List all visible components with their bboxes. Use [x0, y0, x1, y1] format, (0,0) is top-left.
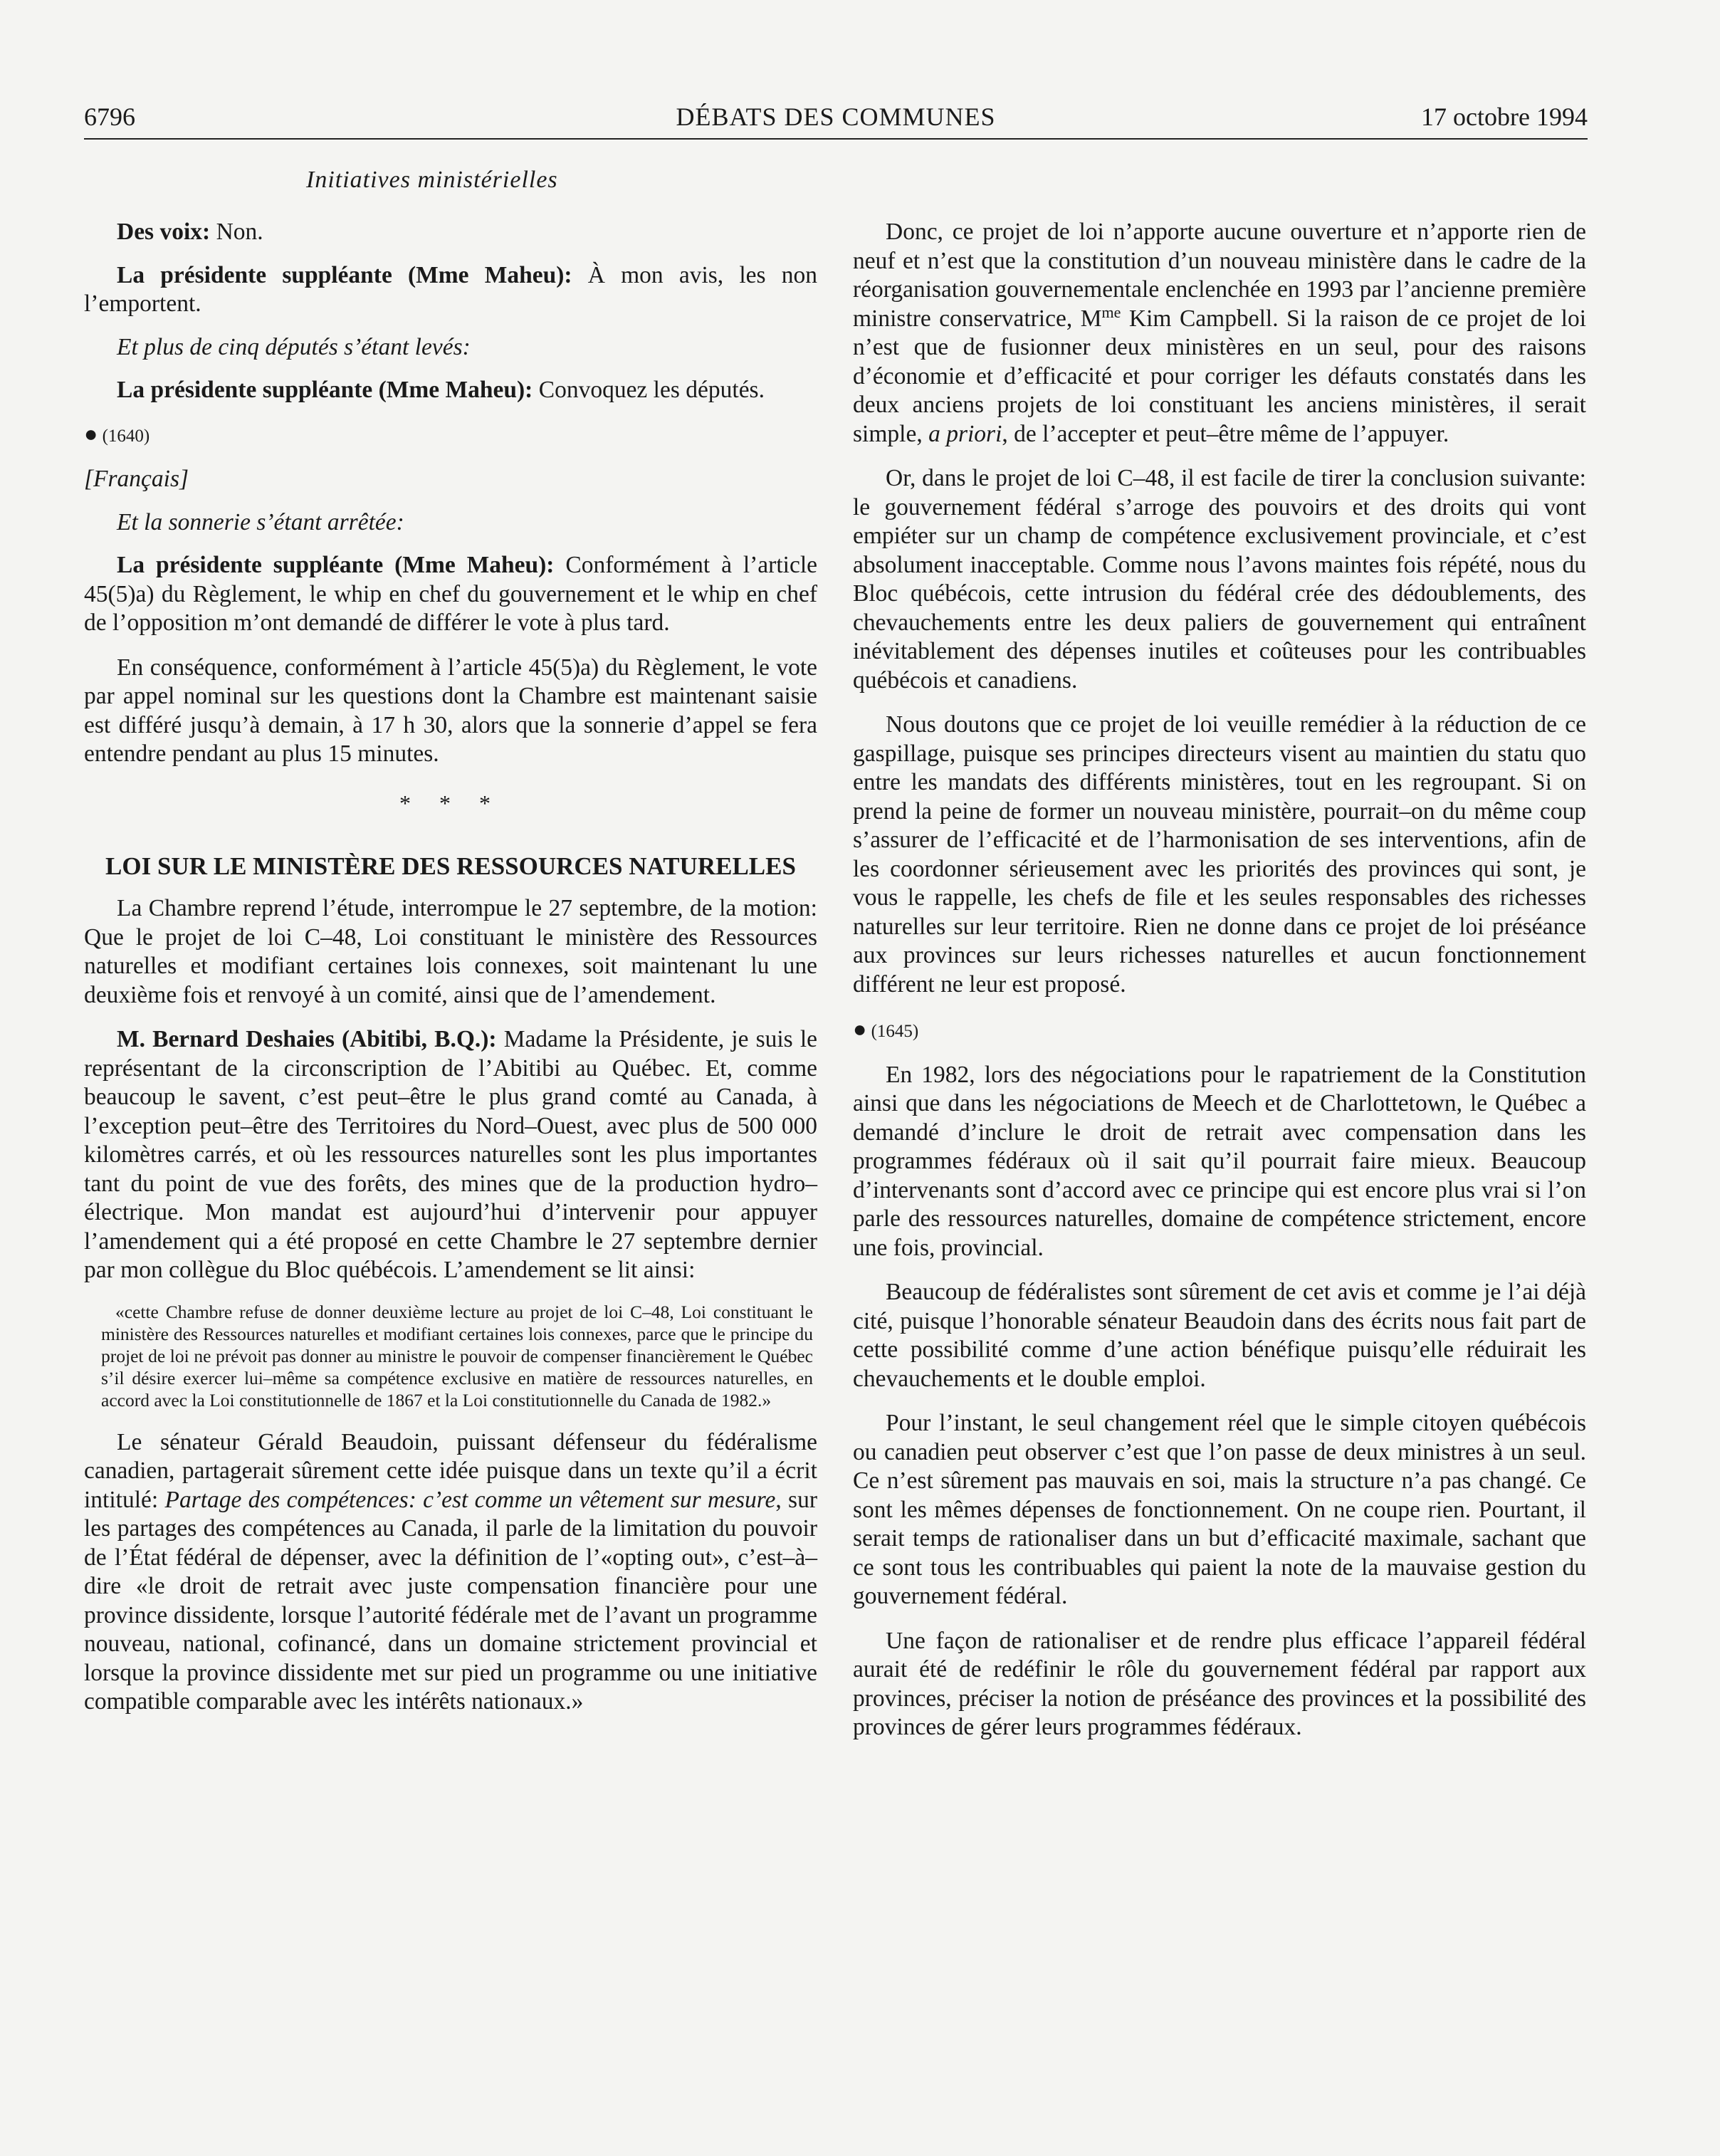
- bullet-icon: ●: [84, 420, 98, 446]
- paragraph: [84, 1025, 817, 1285]
- paragraph: [84, 376, 817, 405]
- page-number: 6796: [84, 103, 135, 131]
- cited-title: Partage des compétences: c’est comme un vêtement sur mesure: [164, 1486, 776, 1513]
- speech: Conformément à l’article 45(5)a) du Règlement, le whip en chef du gouvernement et le whip en chef de l’opposition m’ont demandé de différer le vote à plus tard.: [84, 552, 817, 636]
- time-marker-text: (1645): [871, 1022, 919, 1041]
- paragraph: Nous doutons que ce projet de loi veuille remédier à la réduction de ce gaspillage, puisque ses principes directeurs visent au maintien du statu quo entre les mandats des différents ministères, tout en les regroupant. Si on prend la peine de former un nouveau ministère, pourrait–on du même coup s’assurer de l’efficacité et de l’harmonisation de ses interventions, afin de les coordonner sérieusement avec les priorités des provinces qui sont, je vous le rappelle, les chefs de file et les seules responsables des richesses naturelles sur leur territoire. Rien ne donne dans ce projet de loi préséance aux provinces sur leurs richesses naturelles et aucun fonctionnement différent ne leur est proposé.: [853, 711, 1586, 998]
- text: Donc, ce projet de loi n’apporte aucune ouverture et n’apporte rien de neuf et n’est que la constitution d’un nouveau ministère dans le cadre de la réorganisation gouvernementale enclenchée en 1993 par l’ancienne première ministre conservatrice, M: [853, 219, 1586, 332]
- speech: Convoquez les députés.: [533, 377, 765, 403]
- amendment-quote: «cette Chambre refuse de donner deuxième lecture au projet de loi C–48, Loi constituant le ministère des Ressources naturelles et modifiant certaines lois connexes, parce que le principe du projet de loi ne prévoit pas donner au ministre le pouvoir de compenser financièrement le Québec s’il désire exercer lui–même sa compétence exclusive en matière de ressources naturelles, en accord avec la Loi constitutionnelle de 1867 et la Loi constitutionnelle du Canada de 1982.»: [101, 1301, 813, 1411]
- paragraph: En 1982, lors des négociations pour le rapatriement de la Constitution ainsi que dans les négociations de Meech et de Charlottetown, le Québec a demandé d’inclure le droit de retrait avec compensation dans les programmes fédéraux où il sait qu’il pourrait faire mieux. Beaucoup d’intervenants sont d’accord avec ce principe qui est encore plus vrai si l’on parle des ressources naturelles, domaine de compétence strictement, encore une fois, provincial.: [853, 1061, 1586, 1261]
- stage-direction: Et la sonnerie s’étant arrêtée:: [117, 508, 404, 535]
- text: , de l’accepter et peut–être même de l’appuyer.: [1002, 420, 1449, 447]
- speaker: La présidente suppléante (Mme Maheu):: [117, 261, 572, 288]
- section-heading: LOI SUR LE MINISTÈRE DES RESSOURCES NATURELLES: [105, 852, 796, 880]
- speech: Non.: [210, 219, 263, 245]
- speaker: La présidente suppléante (Mme Maheu):: [117, 377, 533, 403]
- bullet-icon: ●: [853, 1016, 867, 1042]
- paragraph: Une façon de rationaliser et de rendre plus efficace l’appareil fédéral aurait été de redéfinir le rôle du gouvernement fédéral par rapport aux provinces, préciser la notion de préséance des provinces et la possibilité des provinces de gérer leurs programmes fédéraux.: [853, 1627, 1586, 1740]
- paragraph: [84, 218, 817, 247]
- stage-direction: Et plus de cinq députés s’étant levés:: [117, 333, 471, 360]
- speech: Madame la Présidente, je suis le représentant de la circonscription de l’Abitibi au Québec. Et, comme beaucoup le savent, c’est peut–être le plus grand comté au Canada, à l’exception peut–être des Territoires du Nord–Ouest, avec plus de 500 000 kilomètres carrés, et où les ressources naturelles sont les plus importantes tant du point de vue des forêts, des mines que de la production hydro–électrique. Mon mandat est aujourd’hui d’intervenir pour appuyer l’amendement qui a été proposé en cette Chambre le 27 septembre dernier par mon collègue du Bloc québécois. L’amendement se lit ainsi:: [84, 1026, 817, 1283]
- right-column: [853, 218, 1586, 1758]
- language-tag: [84, 465, 817, 494]
- paragraph: [853, 218, 1586, 449]
- paragraph: Beaucoup de fédéralistes sont sûrement de cet avis et comme je l’ai déjà cité, puisque l’honorable sénateur Beaudoin dans des écrits nous fait part de cette possibilité comme d’une action bénéfique puisqu’elle réduirait les chevauchements et le double emploi.: [853, 1279, 1586, 1392]
- issue-date: 17 octobre 1994: [1421, 103, 1588, 131]
- paragraph: [84, 551, 817, 638]
- paragraph: [84, 261, 817, 319]
- time-marker: [853, 1015, 1586, 1047]
- paragraph: Or, dans le projet de loi C–48, il est facile de tirer la conclusion suivante: le gouvernement fédéral s’arroge des pouvoirs et des droits qui vont empiéter sur un champ de compétence exclusivement provinciale, et c’est absolument inacceptable. Comme nous l’avons maintes fois répété, nous du Bloc québécois, cette intrusion du fédéral crée des dédoublements, des chevauchements entre les deux paliers de gouvernement qui entraînent inévitablement des dépenses inutiles et coûteuses pour les contribuables québécois et canadiens.: [853, 465, 1586, 694]
- time-marker: [84, 419, 817, 451]
- page-header: [84, 95, 1588, 140]
- text: Kim Campbell. Si la raison de ce projet de loi n’est que de fusionner deux ministères en un seul, pour des raisons d’économie et d’efficacité et pour corriger les défauts constatés dans les deux anciens projets de loi constituant les anciens ministères, il serait simple,: [853, 305, 1587, 447]
- language-label: [Français]: [84, 466, 189, 492]
- paragraph: La Chambre reprend l’étude, interrompue le 27 septembre, de la motion: Que le projet de loi C–48, Loi constituant le ministère des Ressources naturelles et modifiant certaines lois connexes, soit maintenant lu une deuxième fois et renvoyé à un comité, ainsi que de l’amendement.: [84, 895, 817, 1008]
- section-rubric: Initiatives ministérielles: [306, 167, 558, 193]
- paragraph: En conséquence, conformément à l’article 45(5)a) du Règlement, le vote par appel nominal sur les questions dont la Chambre est maintenant saisie est différé jusqu’à demain, à 17 h 30, alors que la sonnerie d’appel se fera entendre pendant au plus 15 minutes.: [84, 654, 817, 767]
- section-separator: * * *: [399, 790, 502, 816]
- superscript: me: [1101, 303, 1121, 321]
- speaker: La présidente suppléante (Mme Maheu):: [117, 552, 555, 578]
- publication-title: DÉBATS DES COMMUNES: [676, 103, 996, 131]
- speaker: Des voix:: [117, 219, 211, 245]
- paragraph: Pour l’instant, le seul changement réel que le simple citoyen québécois ou canadien peut observer c’est que l’on passe de deux ministres à un seul. Ce n’est sûrement pas mauvais en soi, mais la structure n’a pas changé. Ce sont les mêmes dépenses de fonctionnement. On ne coupe rien. Pourtant, il serait temps de rationaliser dans un but d’efficacité maximale, sachant que ce sont tous les contribuables qui paient la note de la mauvaise gestion du gouvernement fédéral.: [853, 1410, 1586, 1609]
- text: , sur les partages des compétences au Canada, il parle de la limitation du pouvoir de l’État fédéral de dépenser, avec la définition de l’«opting out», c’est–à–dire «le droit de retrait avec juste compensation financière pour une province dissidente, lorsque l’autorité fédérale met de l’avant un programme nouveau, national, cofinancé, dans un domaine strictement provincial et lorsque la province dissidente met sur pied un programme ou une initiative compatible comparable avec les intérêts nationaux.»: [84, 1486, 817, 1715]
- speech: À mon avis, les non l’emportent.: [84, 261, 817, 317]
- speaker: M. Bernard Deshaies (Abitibi, B.Q.):: [117, 1026, 497, 1052]
- left-column: [84, 218, 817, 1732]
- time-marker-text: (1640): [102, 426, 150, 446]
- text: Le sénateur Gérald Beaudoin, puissant défenseur du fédéralisme canadien, partagerait sûrement cette idée puisque dans un texte qu’il a écrit intitulé:: [84, 1428, 817, 1513]
- italic-text: a priori: [928, 420, 1002, 447]
- paragraph: [84, 1428, 817, 1717]
